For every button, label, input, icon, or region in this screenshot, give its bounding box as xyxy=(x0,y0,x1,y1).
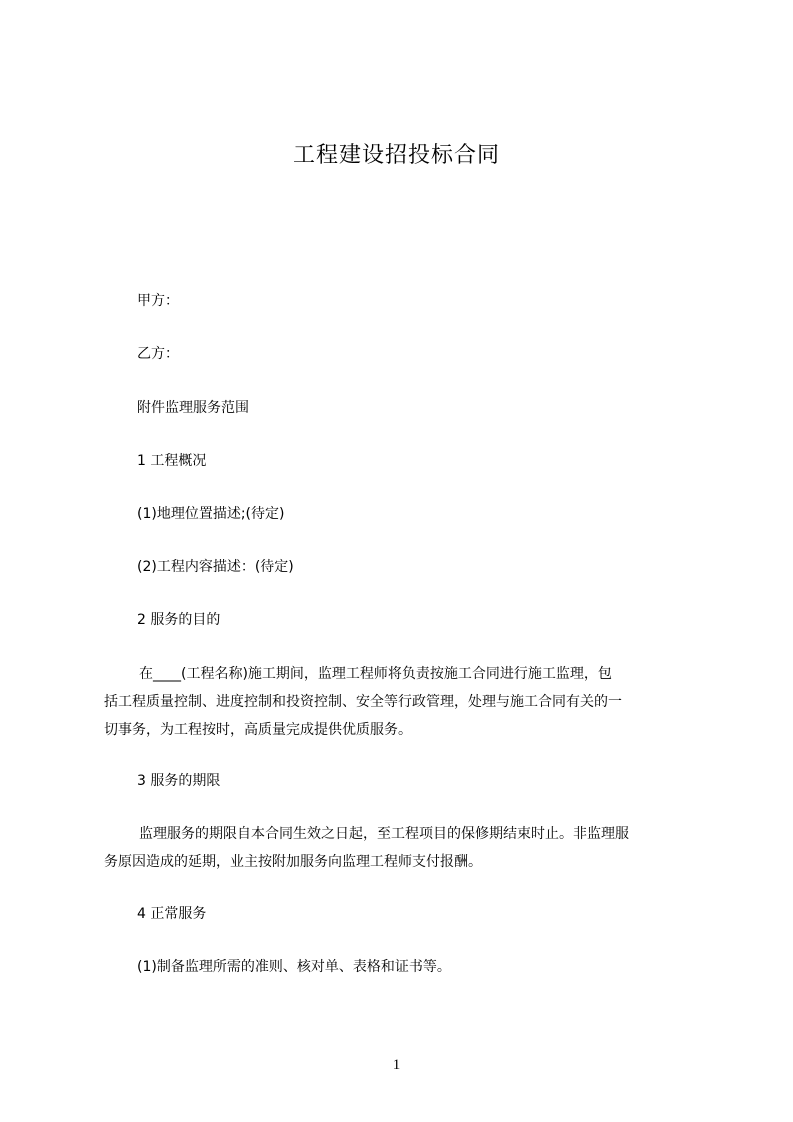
section-3-heading: 3 服务的期限 xyxy=(137,773,221,789)
section-1-heading: 1 工程概况 xyxy=(137,453,207,469)
section-1-item-1: (1)地理位置描述;(待定) xyxy=(137,506,285,522)
paragraph-line: 括工程质量控制、进度控制和投资控制、安全等行政管理，处理与施工合同有关的一 xyxy=(104,694,622,710)
party-a-label: 甲方： xyxy=(137,293,179,309)
section-3-paragraph xyxy=(104,820,699,876)
paragraph-line: 在____(工程名称)施工期间，监理工程师将负责按施工合同进行施工监理，包 xyxy=(139,666,612,682)
paragraph-line: 务原因造成的延期，业主按附加服务向监理工程师支付报酬。 xyxy=(104,854,482,870)
paragraph-line: 切事务，为工程按时，高质量完成提供优质服务。 xyxy=(104,722,412,738)
section-4-heading: 4 正常服务 xyxy=(137,906,207,922)
section-1-item-2: (2)工程内容描述：(待定) xyxy=(137,559,294,575)
party-b-label: 乙方： xyxy=(137,346,179,362)
appendix-heading: 附件监理服务范围 xyxy=(137,400,249,416)
page-number: 1 xyxy=(392,1057,401,1073)
section-2-paragraph xyxy=(104,660,699,744)
document-title: 工程建设招投标合同 xyxy=(292,143,500,168)
paragraph-line: 监理服务的期限自本合同生效之日起，至工程项目的保修期结束时止。非监理服 xyxy=(139,826,629,842)
section-2-heading: 2 服务的目的 xyxy=(137,612,221,628)
section-4-item-1: (1)制备监理所需的准则、核对单、表格和证书等。 xyxy=(137,959,451,975)
